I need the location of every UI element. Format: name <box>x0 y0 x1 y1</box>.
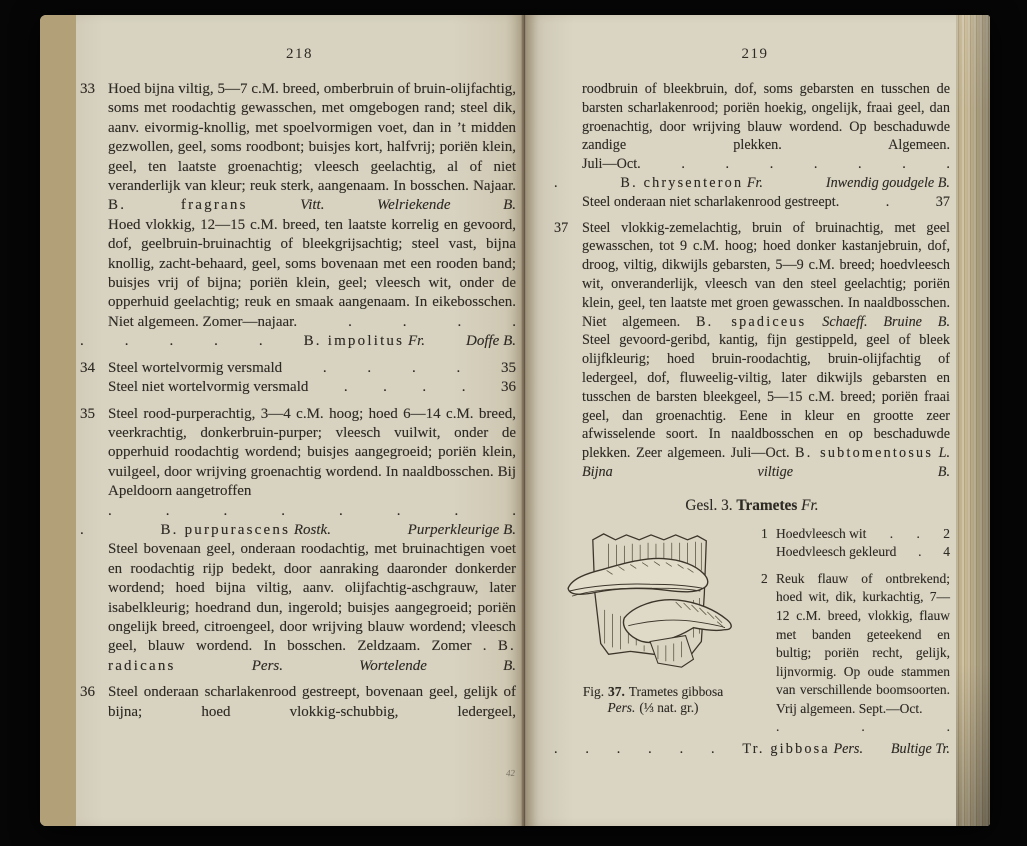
text-segment: 2 <box>943 525 950 541</box>
page-number-left: 218 <box>286 46 313 62</box>
text-paragraph <box>80 683 516 722</box>
text-segment: Steel rood-purperachtig, 3—4 c.M. hoog; hoed 6—14 c.M. breed, veerkrachtig, donkerbruin-purper; vleesch vuilwit, onder de opperhuid roodachtig wordend; buisjes aangegroeid; poriën klein, vuilgeel, door wrijving groenachtig wordend. In naaldbosschen. Bij Apeldoorn aangetroffen <box>108 405 516 500</box>
key-cell <box>80 332 84 351</box>
italic-segment: Inwendig goudgele B. <box>825 174 950 191</box>
italic-segment: Welriekende B. <box>377 197 517 214</box>
figure-species: Trametes gibbosa <box>628 683 724 699</box>
text-segment: . <box>585 741 589 758</box>
key-cell <box>554 740 558 759</box>
text-segment: . <box>258 333 263 350</box>
text-segment: . <box>554 174 558 191</box>
text-segment: . <box>383 379 387 396</box>
text-segment: 37 <box>935 193 950 210</box>
key-cell <box>108 378 308 397</box>
text-segment: 35 <box>500 359 516 376</box>
key-cell <box>681 155 685 174</box>
key-cell <box>512 313 516 332</box>
key-cell <box>344 378 348 397</box>
key-line <box>80 332 516 351</box>
key-cell <box>456 359 460 378</box>
open-book <box>40 15 990 826</box>
text-segment: . <box>916 525 920 541</box>
text-segment: . <box>165 502 170 519</box>
text-segment: . <box>769 156 774 173</box>
page-218 <box>76 15 523 826</box>
text-segment <box>868 314 884 330</box>
figure-author: Pers. <box>607 699 636 715</box>
key-cell <box>397 502 401 521</box>
key-cell <box>861 718 864 737</box>
text-segment: Steel niet wortelvormig versmald <box>108 379 309 396</box>
text-segment: . <box>885 193 890 210</box>
italic-segment: Pers. <box>833 741 863 758</box>
text-segment: Steel onderaan scharlakenrood gestreept, bovenaan geel, gelijk of bijna; hoed vlokkig-schubbig, ledergeel, <box>108 684 516 720</box>
text-paragraph <box>80 540 516 676</box>
key-cell <box>826 174 950 193</box>
species-name: B. radicans <box>108 638 516 674</box>
species-name: B. subtomentosus <box>795 445 934 462</box>
key-line <box>80 359 516 378</box>
figure-row <box>554 525 950 738</box>
key-cell <box>916 525 919 544</box>
key-cell <box>770 155 774 174</box>
text-segment <box>324 197 377 213</box>
text-paragraph <box>761 570 950 719</box>
italic-segment: Vitt. <box>300 197 325 214</box>
key-cell <box>339 502 343 521</box>
text-segment: 4 <box>943 544 950 560</box>
page-219-text-bottom <box>554 740 950 759</box>
key-cell <box>304 332 425 351</box>
figure-caption-line-2 <box>554 700 752 716</box>
text-segment: . <box>124 333 129 350</box>
key-cell <box>259 332 263 351</box>
key-cell <box>403 313 407 332</box>
text-paragraph <box>554 80 950 155</box>
key-cell <box>726 155 730 174</box>
key-cell <box>412 359 416 378</box>
text-segment: . <box>776 719 780 735</box>
key-line <box>80 502 516 521</box>
text-segment: Niet algemeen. Zomer—najaar. <box>108 313 298 330</box>
text-segment: Steel bovenaan geel, onderaan roodachtig, met bruinachtigen voet en roodachtig rijp bedekt, door aanraking daaronder donkerder wordend; hoed bijna viltig, aanv. olijfachtig-aschgrauw, later isabelkleurig; hoedrand dun, ingerold; buisjes aangegroeid; poriën ongelijk breed, citroengeel, door wrijving blauw wordend; vleesch geel, blauw wordend. In bosschen. Zeldzaam. Zomer . <box>108 541 516 655</box>
species-name: B. purpurascens <box>160 521 291 538</box>
key-cell <box>617 740 621 759</box>
text-paragraph <box>80 405 516 502</box>
key-cell <box>814 155 818 174</box>
key-line <box>554 155 950 174</box>
text-segment: . <box>108 502 112 519</box>
text-segment: . <box>679 741 684 758</box>
signature-mark: 42 <box>505 767 516 779</box>
key-cell <box>776 718 779 737</box>
entry-number: 33 <box>80 81 95 97</box>
key-cell <box>582 155 641 174</box>
key-cell <box>554 174 558 193</box>
text-paragraph <box>80 216 516 313</box>
text-segment: . <box>281 502 285 519</box>
text-segment: . <box>348 313 352 330</box>
key-cell <box>367 359 371 378</box>
text-segment: . <box>402 313 407 330</box>
text-segment <box>176 658 252 674</box>
key-line <box>554 740 950 759</box>
key-cell <box>943 543 950 562</box>
page-219 <box>526 15 956 826</box>
key-cell <box>455 502 459 521</box>
text-segment: Steel vlokkig-zemelachtig, bruin of bruinachtig, met geel gewasschen, tot 9 c.M. hoog; hoed donker kastanjebruin, dof, droog, viltig, dikwijls gebarsten, 5—9 c.M. breed; hoedvleesch wit, onveranderlijk, vleesch van den steel geelachtig; poriën klein, geel, ten laatste met groen gewasschen. In naaldbosschen. Niet algemeen. <box>582 219 950 330</box>
entry-number: 36 <box>80 684 95 701</box>
text-segment: Steel wortelvormig versmald <box>108 359 283 376</box>
text-segment: Hoedvleesch wit <box>776 525 867 541</box>
key-cell <box>582 193 839 212</box>
key-cell <box>169 332 173 351</box>
key-cell <box>501 378 516 397</box>
text-segment: . <box>681 156 685 173</box>
italic-segment: Schaeff. <box>822 313 868 330</box>
text-segment: . <box>725 156 730 173</box>
key-line <box>554 193 950 212</box>
key-cell <box>224 502 228 521</box>
key-cell <box>108 502 112 521</box>
italic-segment: L. <box>938 445 951 462</box>
key-cell <box>946 155 950 174</box>
text-segment: . <box>322 359 327 376</box>
text-segment: . <box>411 359 416 376</box>
key-cell <box>80 521 84 540</box>
key-cell <box>943 525 950 544</box>
entry-number: 37 <box>554 219 569 236</box>
key-cell <box>620 174 763 193</box>
key-cell <box>348 313 352 332</box>
entry-number: 34 <box>80 359 95 376</box>
genus-heading <box>554 497 950 516</box>
text-segment: . <box>902 156 906 173</box>
text-segment: . <box>946 156 950 173</box>
italic-segment: Bruine B. <box>883 313 951 330</box>
key-cell <box>383 378 387 397</box>
text-segment: . <box>946 719 950 735</box>
text-segment: . <box>367 359 372 376</box>
key-cell <box>408 521 516 540</box>
key-cell <box>160 521 330 540</box>
trametes-key-column <box>761 525 950 738</box>
text-segment: roodbruin of bleekbruin, dof, soms gebarsten en tusschen de barsten scharlakenrood; poriën hoekig, ongelijk, fraai geel, dan groenachtig, door wrijving blauw wordend. Op beschaduwde zandige plekken. Algemeen. <box>582 81 950 154</box>
text-segment <box>283 658 359 674</box>
key-cell <box>947 718 950 737</box>
text-segment: . <box>339 502 343 519</box>
key-cell <box>512 502 516 521</box>
text-segment: Reuk flauw of ontbrekend; hoed wit, dik, kurkachtig, 7—12 c.M. breed, vlokkig, flauw met banden geteekend en bultig; poriën recht, gelijk, lijnvormig. Op oude stammen van verschillende boomsoorten. Vrij algemeen. Sept.—Oct. <box>776 570 950 716</box>
key-cell <box>858 155 862 174</box>
key-cell <box>214 332 218 351</box>
text-segment: . <box>396 502 401 519</box>
text-paragraph <box>554 219 950 332</box>
species-name: Tr. gibbosa <box>742 741 830 758</box>
text-segment: . <box>214 333 218 350</box>
text-segment: Hoedvleesch gekleurd <box>776 544 897 560</box>
key-cell <box>742 740 863 759</box>
text-segment: Hoed bijna viltig, 5—7 c.M. breed, omberbruin of bruin-olijfachtig, soms met roodachtig gewasschen, met omgebogen rand; steel dik, aanv. eivormig-knollig, met spoelvormigen voet, dan in ’t midden gezwollen, geel, soms roodbont; buisjes kort, halfvrij; poriën klein, geel, ten laatste groenachtig; vleesch geelachtig, al of niet veranderlijk van kleur; reuk sterk, aangenaam. In bosschen. Najaar. <box>108 81 516 195</box>
text-segment: . <box>889 525 894 541</box>
text-segment: Hoed vlokkig, 12—15 c.M. breed, ten laatste korrelig en gevoord, dof, geelbruin-bruinachtig of bleekgrijsachtig; steel vast, bijna knollig, zacht-behaard, geel, soms bovenaan met een rooden band; buisjes vrij of bijna; poriën klein, geel; vleesch wit, onder de opperhuid geelachtig; reuk en smaak aangenaam. In eikebosschen. <box>108 216 516 311</box>
italic-segment: Fr. <box>801 496 819 514</box>
species-name: B. fragrans <box>108 197 248 214</box>
page-218-text <box>80 80 516 722</box>
text-segment: . <box>813 156 818 173</box>
species-name: B. chrysenteron <box>620 174 744 191</box>
italic-segment: Wortelende B. <box>359 657 517 674</box>
species-name: B. spadiceus <box>695 313 807 330</box>
book-fore-edge-left <box>40 15 76 826</box>
key-cell <box>108 313 297 332</box>
key-cell <box>680 740 684 759</box>
text-segment: . <box>710 741 715 758</box>
key-line <box>80 313 516 332</box>
trametes-gibbosa-illustration <box>558 527 748 677</box>
key-cell <box>918 543 921 562</box>
figure-label: Fig. <box>582 683 605 699</box>
text-segment: . <box>454 502 459 519</box>
key-cell <box>125 332 129 351</box>
text-segment: Juli—Oct. <box>582 156 641 173</box>
key-cell <box>711 740 715 759</box>
text-segment: . <box>918 544 922 560</box>
text-segment: . <box>858 156 862 173</box>
key-cell <box>890 525 893 544</box>
figure-37 <box>554 525 752 738</box>
key-cell <box>466 332 516 351</box>
text-segment: 36 <box>500 379 516 396</box>
key-cell <box>902 155 906 174</box>
entry-number: 1 <box>761 525 768 541</box>
page-219-text-top <box>554 80 950 516</box>
italic-segment: Pers. <box>251 657 283 674</box>
key-line <box>80 378 516 397</box>
text-segment: . <box>616 741 621 758</box>
key-cell <box>886 193 890 212</box>
text-segment: . <box>461 379 466 396</box>
text-segment: . <box>861 719 865 735</box>
text-segment: . <box>169 333 174 350</box>
key-cell <box>776 525 866 544</box>
text-segment: . <box>512 313 516 330</box>
species-name: B. impolitus <box>303 333 405 350</box>
figure-scale: (⅓ nat. gr.) <box>639 699 699 715</box>
key-cell <box>458 313 462 332</box>
key-line <box>80 521 516 540</box>
key-cell <box>323 359 327 378</box>
italic-segment: Fr. <box>407 333 426 350</box>
text-segment: . <box>223 502 228 519</box>
italic-segment: Purperkleurige B. <box>407 521 516 538</box>
key-line <box>761 718 950 737</box>
text-paragraph <box>554 331 950 481</box>
text-segment: Steel gevoord-geribd, kantig, fijn gestippeld, geel of bleek olijfkleurig; hoed bruin-roodachtig, bruin-olijfachtig of ledergeel, dof, fluweelig-viltig, later dikwijls gebarsten en tusschen de barsten bleekgeel, 5—15 c.M. breed; poriën fraai geel, dan groenachtig. Eene in kleur en grootte zeer afwisselende soort. In naaldbosschen en op beschaduwde plekken. Zeer algemeen. Juli—Oct. <box>582 332 950 462</box>
text-segment: . <box>457 313 462 330</box>
key-cell <box>462 378 466 397</box>
text-segment: . <box>512 502 516 519</box>
text-segment: . <box>422 379 427 396</box>
key-line <box>761 543 950 562</box>
entry-number: 35 <box>80 405 95 422</box>
text-segment: . <box>80 521 84 538</box>
figure-caption-line-1 <box>554 684 752 700</box>
key-cell <box>166 502 170 521</box>
key-cell <box>585 740 589 759</box>
italic-segment: Bultige Tr. <box>890 741 950 758</box>
key-line <box>761 525 950 544</box>
figure-number: 37. <box>608 683 625 699</box>
italic-segment: Rostk. <box>293 521 331 538</box>
text-segment <box>806 314 822 330</box>
key-cell <box>936 193 950 212</box>
key-line <box>554 174 950 193</box>
entry-number: 2 <box>761 570 768 586</box>
text-segment: Gesl. 3. <box>685 496 737 514</box>
page-number-right: 219 <box>741 46 769 62</box>
text-segment: Steel onderaan niet scharlakenrood gestreept. <box>582 193 840 210</box>
text-segment <box>248 197 301 213</box>
book-fore-edge-right <box>956 15 990 826</box>
key-cell <box>501 359 516 378</box>
key-cell <box>776 543 896 562</box>
text-paragraph <box>80 80 516 216</box>
text-segment: . <box>554 741 558 758</box>
text-segment: . <box>80 333 84 350</box>
italic-segment: Doffe B. <box>466 333 516 350</box>
text-segment: . <box>648 741 652 758</box>
key-cell <box>422 378 426 397</box>
key-cell <box>648 740 652 759</box>
text-segment: . <box>456 359 461 376</box>
key-cell <box>891 740 950 759</box>
italic-segment: Bijna viltige B. <box>582 463 950 480</box>
figure-caption <box>554 684 752 716</box>
text-segment: . <box>343 379 348 396</box>
key-cell <box>281 502 285 521</box>
bold-segment: Trametes <box>736 496 798 514</box>
key-cell <box>108 359 282 378</box>
italic-segment: Fr. <box>746 174 763 191</box>
